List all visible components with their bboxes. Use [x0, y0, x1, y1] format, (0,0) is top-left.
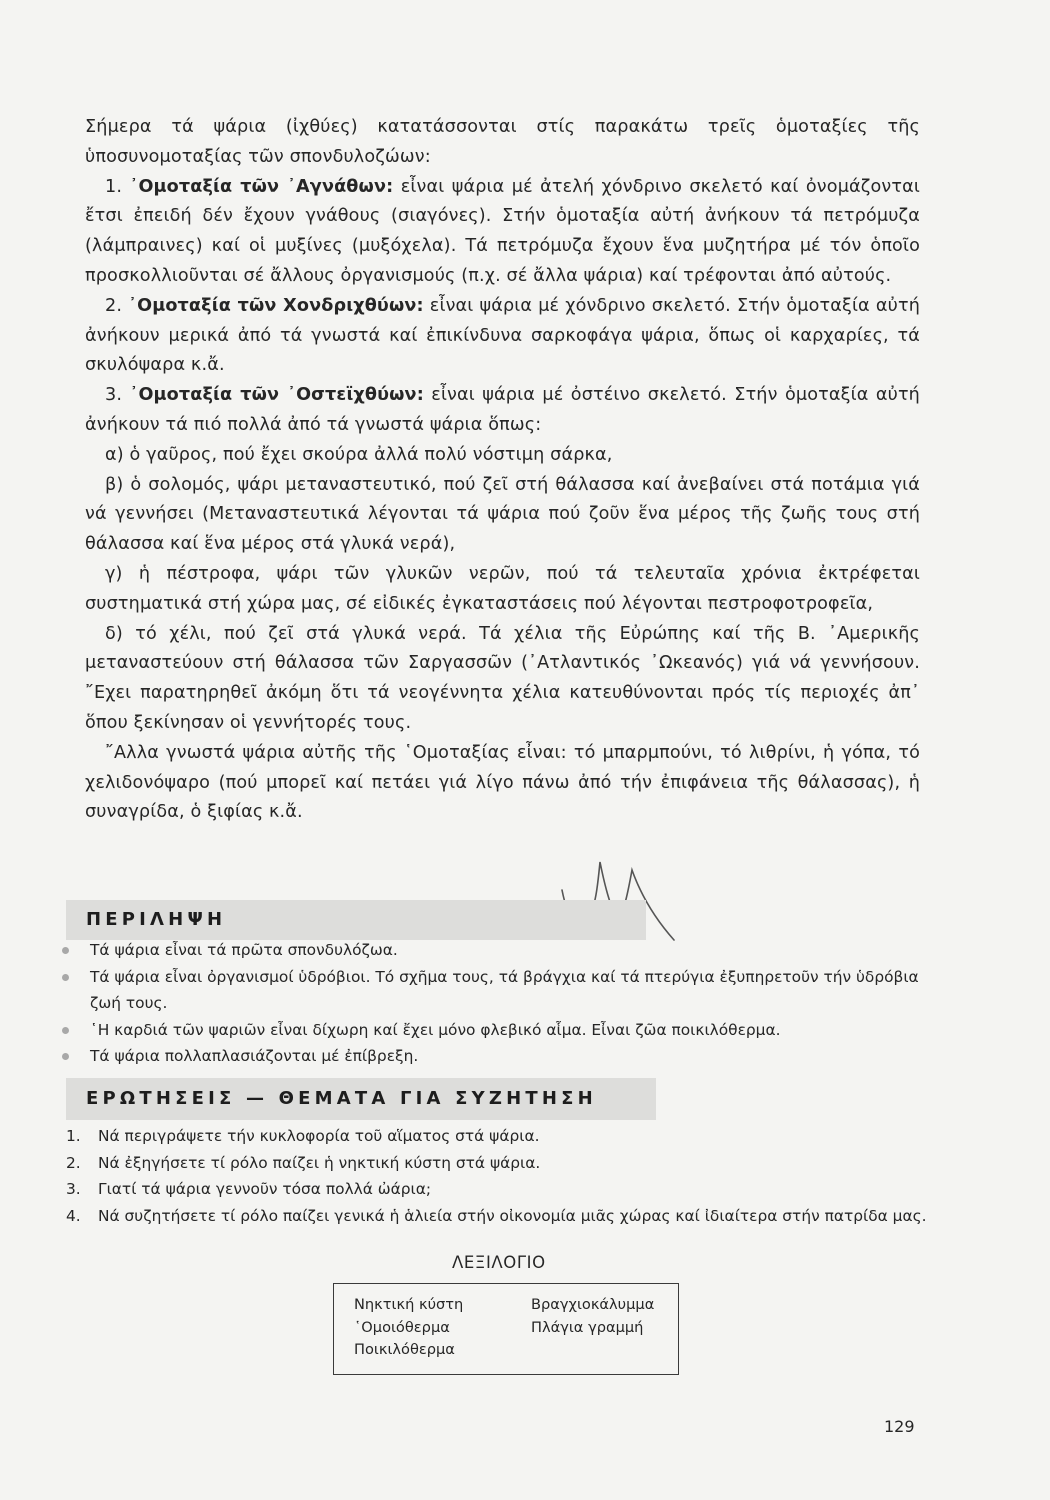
glossary-title: ΛΕΞΙΛΟΓΙΟ [452, 1253, 546, 1272]
summary-list [62, 937, 932, 1070]
class-heading: ᾿Ομοταξία τῶν ᾿Αγνάθων: [129, 176, 394, 197]
summary-item: Τά ψάρια εἶναι ὀργανισμοί ὑδρόβιοι. Τό σχῆμα τους, τά βράγχια καί τά πτερύγια ἐξυπηρετοῦν τήν ὑδρόβια ζωή τους. [62, 964, 932, 1017]
class-number: 3. [105, 385, 123, 406]
example-a: α) ὁ γαῦρος, πού ἔχει σκούρα ἀλλά πολύ νόστιμη σάρκα, [105, 444, 613, 465]
bullet-icon [62, 1027, 69, 1034]
example-d: δ) τό χέλι, πού ζεῖ στά γλυκά νερά. Τά χέλια τῆς Εὐρώπης καί τῆς Β. ᾿Αμερικῆς μεταναστεύουν στή θάλασσα τῶν Σαργασσῶν (᾿Ατλαντικός ᾿Ωκεανός) γιά νά γεννήσουν. ῎Εχει παρατηρηθεῖ ἀκόμη ὅτι τά νεογέννητα χέλια κατευθύνονται πρός τίς περιοχές ἀπ᾿ ὅπου ξεκίνησαν οἱ γεννήτορές τους. [85, 623, 920, 733]
glossary-left-column [354, 1294, 463, 1362]
question-item: 3. Γιατί τά ψάρια γεννοῦν τόσα πολλά ὠάρια; [66, 1180, 432, 1198]
class-text: εἶναι ψάρια μέ ὀστέινο σκελετό. Στήν ὁμοταξία αὐτή ἀνήκουν τά πιό πολλά ἀπό τά γνωστά ψάρια ὅπως: [85, 385, 920, 435]
other-fish-paragraph: ῎Αλλα γνωστά ψάρια αὐτῆς τῆς ῾Ομοταξίας εἶναι: τό μπαρμπούνι, τό λιθρίνι, ἡ γόπα, τό χελιδονόψαρο (πού μπορεῖ καί πετάει γιά λίγο πάνω ἀπό τήν ἐπιφάνεια τῆς θάλασσας), ἡ συναγρίδα, ὁ ξιφίας κ.ἄ. [85, 742, 920, 823]
summary-title: ΠΕΡΙΛΗΨΗ [86, 909, 227, 930]
glossary-term: ῾Ομοιόθερμα [354, 1318, 450, 1336]
question-item: 2. Νά ἐξηγήσετε τί ρόλο παίζει ἡ νηκτική κύστη στά ψάρια. [66, 1153, 541, 1172]
page-number: 129 [884, 1417, 915, 1436]
bullet-icon [62, 947, 69, 954]
class-osteichthyes [85, 381, 920, 441]
glossary-term: Ποικιλόθερμα [354, 1341, 455, 1358]
intro-paragraph: Σήμερα τά ψάρια (ἰχθύες) κατατάσσονται στίς παρακάτω τρεῖς ὁμοταξίες τῆς ὑποσυνομοταξίας τῶν σπονδυλοζώων: [85, 117, 920, 167]
glossary-box [333, 1283, 679, 1375]
class-heading: ᾿Ομοταξία τῶν Χονδριχθύων: [128, 295, 424, 316]
class-number: 1. [105, 176, 123, 197]
class-heading: ᾿Ομοταξία τῶν ᾿Οστεϊχθύων: [129, 385, 424, 406]
example-b: β) ὁ σολομός, ψάρι μεταναστευτικό, πού ζεῖ στή θάλασσα καί ἀνεβαίνει στά ποτάμια γιά νά γεννήσει (Μεταναστευτικά λέγονται τά ψάρια πού ζοῦν ἕνα μέρος τῆς ζωῆς τους στή θάλασσα καί ἕνα μέρος στά γλυκά νερά), [85, 474, 920, 555]
example-c: γ) ἡ πέστροφα, ψάρι τῶν γλυκῶν νερῶν, πού τά τελευταῖα χρόνια ἐκτρέφεται συστηματικά στή χώρα μας, σέ εἰδικές ἐγκαταστάσεις πού λέγονται πεστροφοτροφεῖα, [85, 563, 920, 614]
questions-title: ΕΡΩΤΗΣΕΙΣ — ΘΕΜΑΤΑ ΓΙΑ ΣΥΖΗΤΗΣΗ [86, 1088, 597, 1109]
glossary-term: Νηκτική κύστη [354, 1296, 464, 1313]
questions-list [62, 1123, 932, 1229]
class-agnatha [85, 173, 920, 292]
bullet-icon [62, 1053, 69, 1060]
summary-item: Τά ψάρια εἶναι τά πρῶτα σπονδυλόζωα. [62, 937, 932, 964]
class-text: εἶναι ψάρια μέ χόνδρινο σκελετό. Στήν ὁμοταξία αὐτή ἀνήκουν μερικά ἀπό τά γνωστά καί ἐπικίνδυνα σαρκοφάγα ψάρια, ὅπως οἱ καρχαρίες, τά σκυλόψαρα κ.ἄ. [85, 295, 920, 376]
bullet-icon [62, 974, 69, 981]
glossary-right-column [531, 1294, 654, 1339]
class-text: εἶναι ψάρια μέ ἀτελή χόνδρινο σκελετό καί ὀνομάζονται ἔτσι ἐπειδή δέν ἔχουν γνάθους (σιαγόνες). Στήν ὁμοταξία αὐτή ἀνήκουν τά πετρόμυζα (λάμπραινες) καί οἱ μυξίνες (μυξόχελα). Τά πετρόμυζα ἔχουν ἕνα μυζητήρα μέ τόν ὁποῖο προσκολλιοῦνται σέ ἄλλους ὀργανισμούς (π.χ. σέ ἄλλα ψάρια) καί τρέφονται ἀπό αὐτούς. [85, 176, 920, 286]
class-chondrichthyes [85, 292, 920, 381]
glossary-term: Πλάγια γραμμή [531, 1318, 644, 1336]
question-item: 1. Νά περιγράψετε τήν κυκλοφορία τοῦ αἵματος στά ψάρια. [66, 1127, 540, 1145]
question-item: 4. Νά συζητήσετε τί ρόλο παίζει γενικά ἡ ἁλιεία στήν οἰκονομία μιᾶς χώρας καί ἰδιαίτερα στήν πατρίδα μας. [66, 1206, 927, 1225]
class-number: 2. [105, 295, 123, 316]
summary-item: ῾Η καρδιά τῶν ψαριῶν εἶναι δίχωρη καί ἔχει μόνο φλεβικό αἷμα. Εἶναι ζῶα ποικιλόθερμα. [62, 1017, 932, 1044]
glossary-term: Βραγχιοκάλυμμα [531, 1296, 655, 1313]
summary-item: Τά ψάρια πολλαπλασιάζονται μέ ἐπίβρεξη. [62, 1043, 932, 1070]
main-text [85, 113, 920, 828]
